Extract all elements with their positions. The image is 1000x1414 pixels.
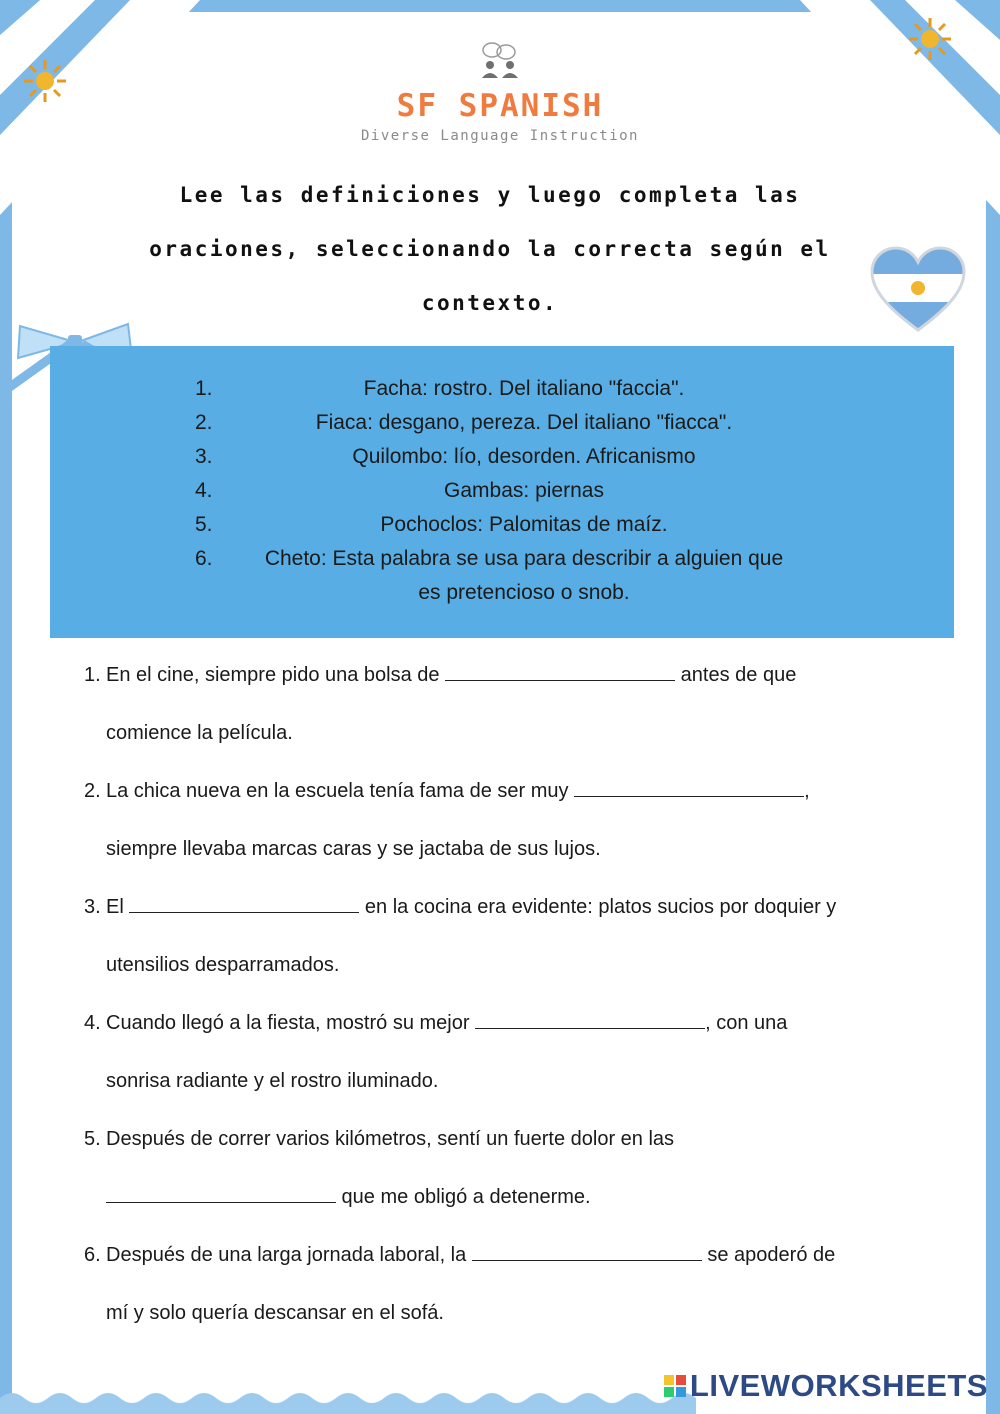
instructions (110, 168, 870, 330)
brand-tagline: Diverse Language Instruction (360, 128, 639, 144)
answer-blank-4[interactable] (475, 1008, 705, 1029)
definitions-list (195, 372, 815, 610)
question-number: 2. (84, 780, 101, 802)
question-text: En el cine, siempre pido una bolsa de (106, 664, 446, 686)
definition-number: 5. (195, 513, 213, 536)
question-text: , con una (705, 1012, 788, 1034)
answer-blank-2[interactable] (574, 776, 804, 797)
sun-of-may-icon (22, 58, 68, 104)
liveworksheets-icon (664, 1375, 686, 1397)
question-text: se apoderó de (701, 1244, 836, 1266)
definition-item (195, 508, 815, 542)
definition-number: 6. (195, 547, 213, 570)
definition-text: Quilombo: lío, desorden. Africanismo (352, 445, 696, 468)
question-text: siempre llevaba marcas caras y se jactaba de sus lujos. (106, 838, 601, 860)
question-text: sonrisa radiante y el rostro iluminado. (106, 1070, 439, 1092)
liveworksheets-label: LIVEWORKSHEETS (689, 1368, 988, 1403)
question-text: Después de una larga jornada laboral, la (106, 1244, 472, 1266)
question-text: La chica nueva en la escuela tenía fama de ser muy (106, 780, 575, 802)
argentina-heart-icon (868, 244, 968, 334)
sun-of-may-icon (907, 16, 953, 62)
question-text: en la cocina era evidente: platos sucios por doquier y (359, 896, 837, 918)
answer-blank-1[interactable] (445, 660, 675, 681)
definition-item (195, 576, 815, 610)
question-4 (84, 1008, 924, 1096)
definition-text: es pretencioso o snob. (418, 581, 630, 604)
answer-blank-3[interactable] (129, 892, 359, 913)
question-1 (84, 660, 924, 748)
question-5 (84, 1124, 924, 1212)
question-3 (84, 892, 924, 980)
definition-number: 3. (195, 445, 213, 468)
definition-number: 1. (195, 377, 213, 400)
question-2 (84, 776, 924, 864)
definition-text: Fiaca: desgano, pereza. Del italiano "fiacca". (315, 411, 733, 434)
question-text: , (804, 780, 810, 802)
instructions-line: contexto. (421, 291, 559, 315)
definition-text: Pochoclos: Palomitas de maíz. (380, 513, 668, 536)
question-6 (84, 1240, 924, 1328)
chat-people-icon (470, 40, 530, 80)
definition-item (195, 406, 815, 440)
question-text: mí y solo quería descansar en el sofá. (106, 1302, 444, 1324)
question-number: 4. (84, 1012, 101, 1034)
question-text: antes de que (675, 664, 797, 686)
definition-item (195, 474, 815, 508)
definition-item (195, 542, 815, 576)
question-number: 5. (84, 1128, 101, 1150)
answer-blank-5[interactable] (106, 1182, 336, 1203)
definition-number: 2. (195, 411, 213, 434)
instructions-line: Lee las definiciones y luego completa las (179, 183, 801, 207)
definition-item (195, 372, 815, 406)
definition-item (195, 440, 815, 474)
question-text: Después de correr varios kilómetros, sentí un fuerte dolor en las (106, 1128, 675, 1150)
definition-text: Facha: rostro. Del italiano "faccia". (363, 377, 685, 400)
definition-number (195, 576, 233, 610)
definition-number: 4. (195, 479, 213, 502)
question-text: Cuando llegó a la fiesta, mostró su mejor (106, 1012, 476, 1034)
question-number: 3. (84, 896, 101, 918)
question-number: 1. (84, 664, 101, 686)
question-text: El (106, 896, 130, 918)
definition-text: Gambas: piernas (444, 479, 604, 502)
question-text: que me obligó a detenerme. (336, 1186, 591, 1208)
brand-name: SF SPANISH (396, 88, 604, 124)
question-number: 6. (84, 1244, 101, 1266)
question-text: comience la película. (106, 722, 293, 744)
sf-spanish-logo (355, 40, 645, 144)
instructions-line: oraciones, seleccionando la correcta según el (149, 237, 831, 261)
question-text: utensilios desparramados. (106, 954, 340, 976)
answer-blank-6[interactable] (472, 1240, 702, 1261)
definition-text: Cheto: Esta palabra se usa para describir a alguien que (264, 547, 784, 570)
liveworksheets-brand[interactable] (664, 1368, 988, 1404)
